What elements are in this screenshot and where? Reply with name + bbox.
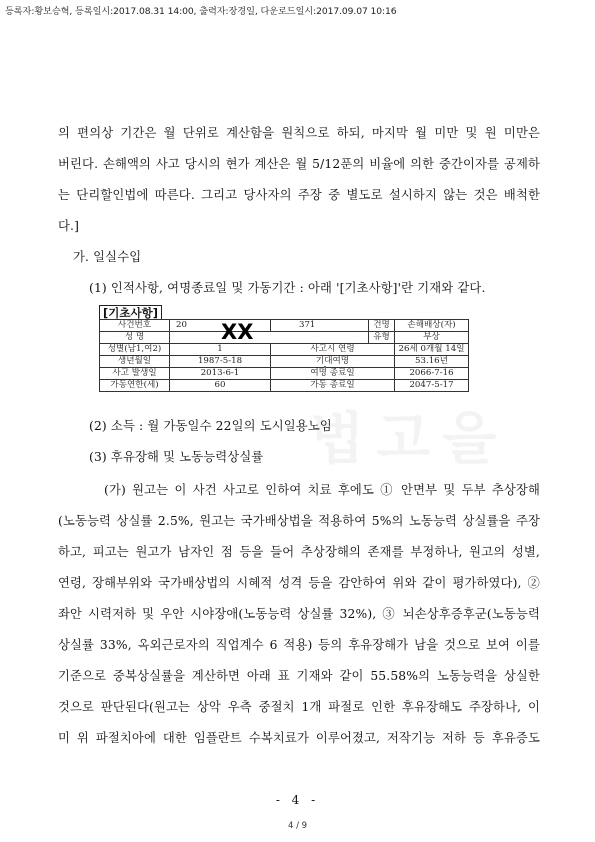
table-label: 건명: [369, 320, 395, 332]
page-counter: 4 / 9: [287, 821, 308, 831]
table-row: [100, 368, 469, 380]
table-value-redacted: [170, 332, 369, 344]
page-number: - 4 -: [275, 793, 320, 807]
paragraph1-line-1: 의 편의상 기간은 월 단위로 계산함을 원칙으로 하되, 마지막 월 미만 및 원 미만은: [58, 126, 540, 140]
download-header: 등록자:황보승혁, 등록일시:2017.08.31 14:00, 출력자:장경일, 다운로드일시:2017.09.07 10:16: [5, 6, 397, 17]
paragraph2-line-9: 미 위 파절치아에 대한 임플란트 수복치료가 이루어졌고, 저작기능 저하 등 후유증도: [58, 731, 540, 745]
table-value: 손해배상(자): [395, 320, 469, 332]
table-row: [100, 356, 469, 368]
case-no-suffix: 371: [299, 320, 316, 330]
watermark: 법고을: [310, 407, 509, 472]
box-title: [기초사항]: [99, 305, 162, 320]
paragraph2-line-8: 것으로 판단된다(원고는 상악 우측 중절치 1개 파절로 인한 후유장해도 주장하나, 이: [58, 700, 540, 714]
paragraph2-line-1: (가) 원고는 이 사건 사고로 인하여 치료 후에도 ① 안면부 및 두부 추상장해: [104, 483, 540, 497]
table-label: 생년월일: [100, 356, 170, 368]
table-value: [271, 320, 369, 332]
table-label: 성별(남1,여2): [100, 344, 170, 356]
table-label: 사고시 연령: [271, 344, 395, 356]
case-no-prefix: 20: [176, 320, 187, 330]
table-value: [170, 320, 271, 332]
section-heading: 가. 일실수입: [73, 250, 142, 264]
item-3: (3) 후유장해 및 노동능력상실률: [89, 450, 264, 464]
item-1: (1) 인적사항, 여명종료일 및 가동기간 : 아래 '[기초사항]'란 기재와 같다.: [89, 281, 486, 295]
table-row: [100, 344, 469, 356]
table-row: [100, 332, 469, 344]
green-marker: [324, 366, 326, 368]
table-value: 1: [170, 344, 271, 356]
table-label: 사건번호: [100, 320, 170, 332]
table-value: 1987-5-18: [170, 356, 271, 368]
table-value: 53.16년: [395, 356, 469, 368]
paragraph1-line-2: 버린다. 손해액의 사고 당시의 현가 계산은 월 5/12푼의 비율에 의한 중간이자를 공제하: [58, 157, 540, 171]
table-row: [100, 380, 469, 392]
redaction-mark: XX: [221, 320, 254, 344]
item-2: (2) 소득 : 월 가동일수 22일의 도시일용노임: [89, 419, 332, 433]
paragraph2-line-7: 기준으로 중복상실률을 계산하면 아래 표 기재와 같이 55.58%의 노동능력을 상실한: [58, 669, 540, 683]
table-label: 기대여명: [271, 356, 395, 368]
table-value: 60: [170, 380, 271, 392]
table-value: 2047-5-17: [395, 380, 469, 392]
paragraph2-line-3: 하고, 피고는 원고가 남자인 점 등을 들어 추상장해의 존재를 부정하나, 원고의 성별,: [58, 545, 540, 559]
table-label: 가동 종료일: [271, 380, 395, 392]
table-value: 26세 0개월 14일: [395, 344, 469, 356]
paragraph2-line-5: 좌안 시력저하 및 우안 시야장애(노동능력 상실률 32%), ③ 뇌손상후증후군(노동능력: [58, 607, 540, 621]
table-value: 2066-7-16: [395, 368, 469, 380]
table-label: 여명 종료일: [271, 368, 395, 380]
paragraph2-line-2: (노동능력 상실률 2.5%, 원고는 국가배상법을 적용하여 5%의 노동능력 상실률을 주장: [58, 514, 540, 528]
table-row: [100, 320, 469, 332]
paragraph1-line-4: 다.]: [58, 219, 80, 233]
table-label: 성 명: [100, 332, 170, 344]
paragraph2-line-4: 연령, 장해부위와 국가배상법의 시혜적 성격 등을 감안하여 위와 같이 평가하였다), ②: [58, 576, 540, 590]
basic-info-table: [99, 319, 469, 392]
paragraph1-line-3: 는 단리할인법에 따른다. 그리고 당사자의 주장 중 별도로 설시하지 않는 것은 배척한: [58, 188, 540, 202]
table-value: 부상: [395, 332, 469, 344]
table-label: 사고 발생일: [100, 368, 170, 380]
table-label: 유형: [369, 332, 395, 344]
table-value: 2013-6-1: [170, 368, 271, 380]
table-label: 가동연한(세): [100, 380, 170, 392]
paragraph2-line-6: 상실률 33%, 옥외근로자의 직업계수 6 적용) 등의 후유장해가 남을 것으로 보여 이를: [58, 638, 540, 652]
